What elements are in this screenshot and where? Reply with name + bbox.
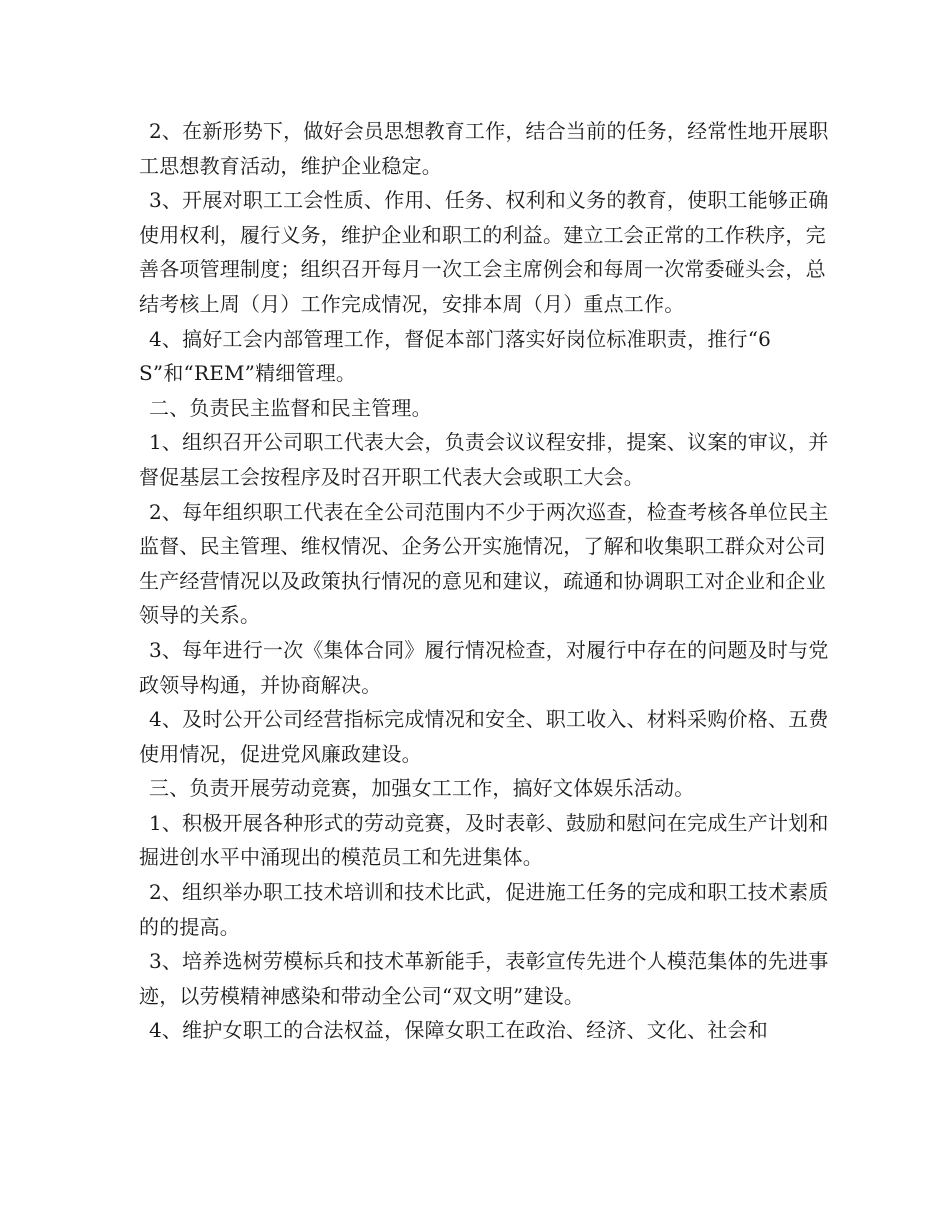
document-body bbox=[139, 114, 829, 1048]
paragraph-4: 1、组织召开公司职工代表大会，负责会议议程安排，提案、议案的审议，并督促基层工会按程序及时召开职工代表大会或职工大会。 bbox=[139, 430, 829, 489]
paragraph-11: 4、维护女职工的合法权益，保障女职工在政治、经济、文化、社会和 bbox=[149, 1018, 768, 1043]
paragraph-1: 2、在新形势下，做好会员思想教育工作，结合当前的任务，经常性地开展职工思想教育活动，维护企业稳定。 bbox=[139, 119, 829, 178]
section-heading-2: 二、负责民主监督和民主管理。 bbox=[149, 395, 432, 420]
paragraph-5: 2、每年组织职工代表在全公司范围内不少于两次巡查，检查考核各单位民主监督、民主管理、维权情况、企务公开实施情况，了解和收集职工群众对公司生产经营情况以及政策执行情况的意见和建议，疏通和协调职工对企业和企业领导的关系。 bbox=[139, 499, 829, 628]
section-heading-3: 三、负责开展劳动竞赛，加强女工工作，搞好文体娱乐活动。 bbox=[149, 776, 695, 801]
paragraph-2: 3、开展对职工工会性质、作用、任务、权利和义务的教育，使职工能够正确使用权利，履行义务，维护企业和职工的利益。建立工会正常的工作秩序，完善各项管理制度；组织召开每月一次工会主席例会和每周一次常委碰头会，总结考核上周（月）工作完成情况，安排本周（月）重点工作。 bbox=[139, 188, 829, 316]
paragraph-10: 3、培养选树劳模标兵和技术革新能手，表彰宣传先进个人模范集体的先进事迹，以劳模精神感染和带动全公司“双文明”建设。 bbox=[139, 949, 829, 1008]
paragraph-3: 4、搞好工会内部管理工作，督促本部门落实好岗位标准职责，推行“6S”和“REM”精细管理。 bbox=[139, 326, 772, 386]
paragraph-9: 2、组织举办职工技术培训和技术比武，促进施工任务的完成和职工技术素质的的提高。 bbox=[139, 880, 829, 939]
paragraph-7: 4、及时公开公司经营指标完成情况和安全、职工收入、材料采购价格、五费使用情况，促进党风廉政建设。 bbox=[139, 707, 829, 766]
paragraph-8: 1、积极开展各种形式的劳动竞赛，及时表彰、鼓励和慰问在完成生产计划和掘进创水平中涌现出的模范员工和先进集体。 bbox=[139, 810, 829, 870]
paragraph-6: 3、每年进行一次《集体合同》履行情况检查，对履行中存在的问题及时与党政领导构通，并协商解决。 bbox=[139, 637, 829, 697]
